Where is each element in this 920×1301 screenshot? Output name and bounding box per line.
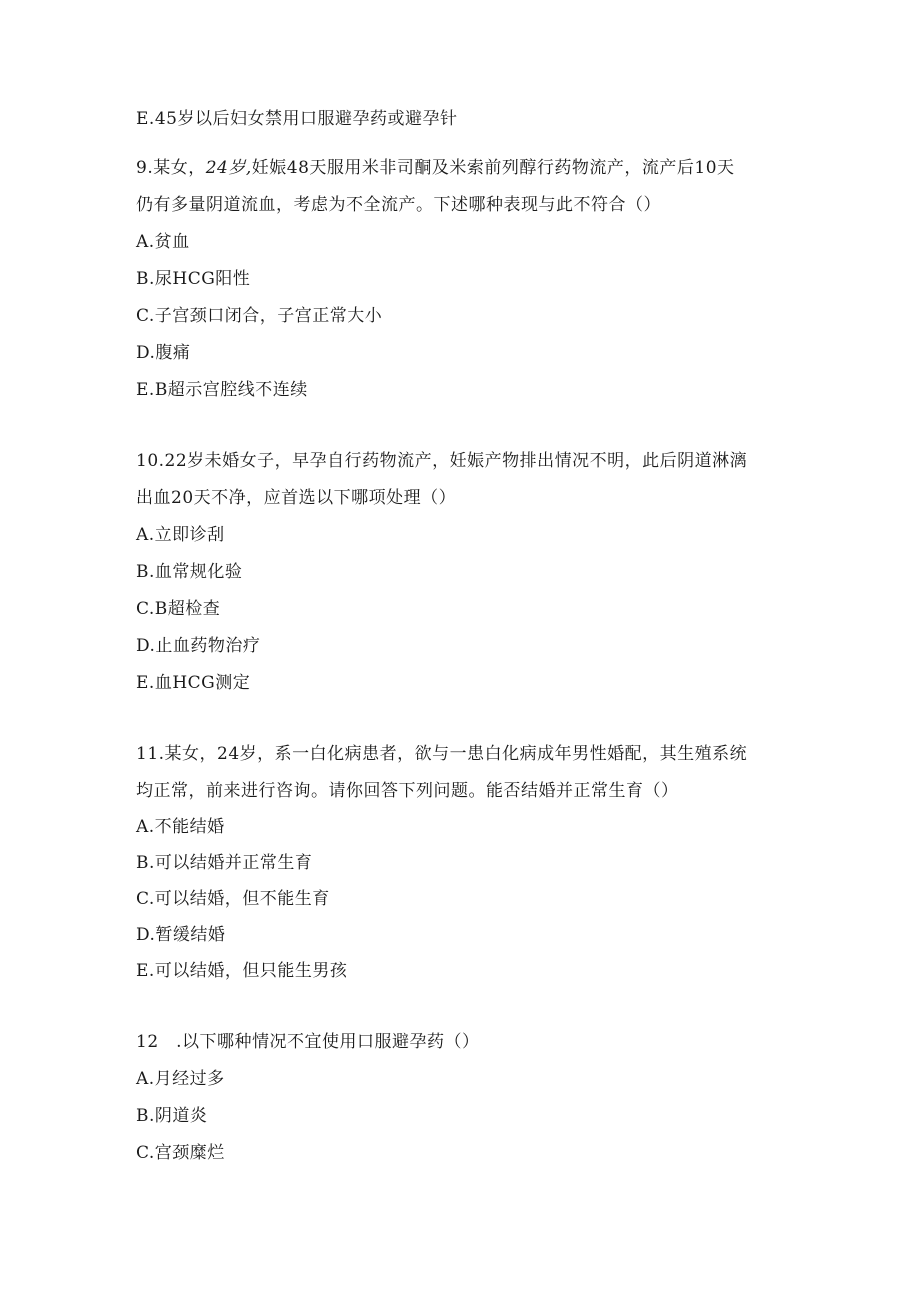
question-10-line-1: 10.22岁未婚女子，早孕自行药物流产，妊娠产物排出情况不明，此后阴道淋漓 (136, 451, 748, 471)
question-11-option-c: C.可以结婚，但不能生育 (136, 889, 330, 909)
question-11-option-a: A.不能结婚 (136, 817, 225, 837)
question-11-option-b: B.可以结婚并正常生育 (136, 853, 313, 873)
question-9-prefix: 9.某女， (136, 158, 206, 178)
question-12-line-1: 12 .以下哪种情况不宜使用口服避孕药（） (136, 1032, 480, 1052)
question-9-option-e: E.B超示宫腔线不连续 (136, 380, 308, 400)
question-10-option-c: C.B超检查 (136, 599, 221, 619)
question-9-option-c: C.子宫颈口闭合，子宫正常大小 (136, 306, 383, 326)
question-12-option-c: C.宫颈糜烂 (136, 1143, 225, 1163)
question-12-option-a: A.月经过多 (136, 1069, 225, 1089)
question-10-option-b: B.血常规化验 (136, 562, 243, 582)
question-10-option-a: A.立即诊刮 (136, 525, 225, 545)
question-9-line-1-rest: 妊娠48天服用米非司酮及米索前列醇行药物流产，流产后10天 (251, 158, 735, 178)
question-10-option-e: E.血HCG测定 (136, 673, 251, 693)
prev-question-option-e: E.45岁以后妇女禁用口服避孕药或避孕针 (136, 109, 458, 129)
question-9-option-b: B.尿HCG阳性 (136, 269, 251, 289)
question-9-option-d: D.腹痛 (136, 343, 191, 363)
question-11-option-d: D.暂缓结婚 (136, 925, 226, 945)
question-9-line-1 (136, 157, 735, 179)
question-10-line-2: 出血20天不净，应首选以下哪项处理（） (136, 488, 457, 508)
question-9-age: 24岁, (205, 158, 252, 178)
question-11-line-1: 11.某女，24岁，系一白化病患者，欲与一患白化病成年男性婚配，其生殖系统 (136, 744, 748, 764)
question-11-option-e: E.可以结婚，但只能生男孩 (136, 961, 348, 981)
question-11-line-2: 均正常，前来进行咨询。请你回答下列问题。能否结婚并正常生育（） (136, 781, 679, 801)
question-10-option-d: D.止血药物治疗 (136, 636, 261, 656)
question-9-line-2: 仍有多量阴道流血，考虑为不全流产。下述哪种表现与此不符合（） (136, 195, 661, 215)
question-9-option-a: A.贫血 (136, 232, 190, 252)
question-12-option-b: B.阴道炎 (136, 1106, 208, 1126)
